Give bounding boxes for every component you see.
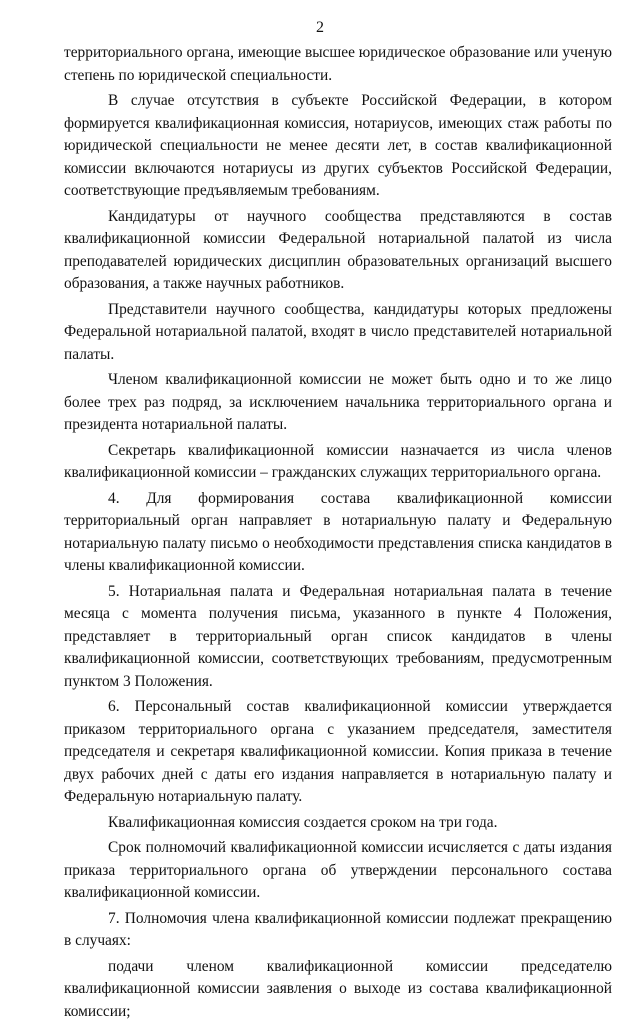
- document-body: [64, 42, 612, 1026]
- paragraph-item-5: 5. Нотариальная палата и Федеральная нотариальная палата в течение месяца с момента получения письма, указанного в пункте 4 Положения, представляет в территориальный орган список кандидатов в члены квалификационной комиссии, соответствующих требованиям, предусмотренным пунктом 3 Положения.: [64, 582, 612, 690]
- paragraph: Членом квалификационной комиссии не может быть одно и то же лицо более трех раз подряд, за исключением начальника территориального органа и президента нотариальной палаты.: [64, 371, 612, 433]
- paragraph: Кандидатуры от научного сообщества представляются в состав квалификационной комиссии Федеральной нотариальной палатой из числа преподавателей юридических дисциплин образовательных организаций высшего образования, а также научных работников.: [64, 207, 612, 292]
- paragraph-item-6: 6. Персональный состав квалификационной комиссии утверждается приказом территориального органа с указанием председателя, заместителя председателя и секретаря квалификационной комиссии. Копия приказа в течение двух рабочих дней с даты его издания направляется в нотариальную палату и Федеральную нотариальную палату.: [64, 698, 612, 805]
- paragraph: подачи членом квалификационной комиссии председателю квалификационной комиссии заявления о выходе из состава квалификационной комиссии;: [64, 957, 612, 1020]
- paragraph: Срок полномочий квалификационной комиссии исчисляется с даты издания приказа территориального органа об утверждении персонального состава квалификационной комиссии.: [64, 839, 612, 901]
- paragraph: В случае отсутствия в субъекте Российской Федерации, в котором формируется квалификационная комиссия, нотариусов, имеющих стаж работы по юридической специальности не менее десяти лет, в состав квалификационной комиссии включаются нотариусы из других субъектов Российской Федерации, соответствующие предъявляемым требованиям.: [64, 92, 612, 199]
- paragraph: Квалификационная комиссия создается сроком на три года.: [108, 813, 498, 831]
- paragraph-continuation: территориального органа, имеющие высшее юридическое образование или ученую степень по юридической специальности.: [64, 44, 612, 84]
- page-number: 2: [316, 19, 324, 36]
- paragraph: Секретарь квалификационной комиссии назначается из числа членов квалификационной комиссии – гражданских служащих территориального органа.: [64, 441, 612, 481]
- paragraph-item-7: 7. Полномочия члена квалификационной комиссии подлежат прекращению в случаях:: [64, 909, 612, 949]
- paragraph-item-4: 4. Для формирования состава квалификационной комиссии территориальный орган направляет в нотариальную палату и Федеральную нотариальную палату письмо о необходимости представления списка кандидатов в члены квалификационной комиссии.: [64, 489, 612, 574]
- paragraph: Представители научного сообщества, кандидатуры которых предложены Федеральной нотариальной палатой, входят в число представителей нотариальной палаты.: [64, 300, 612, 363]
